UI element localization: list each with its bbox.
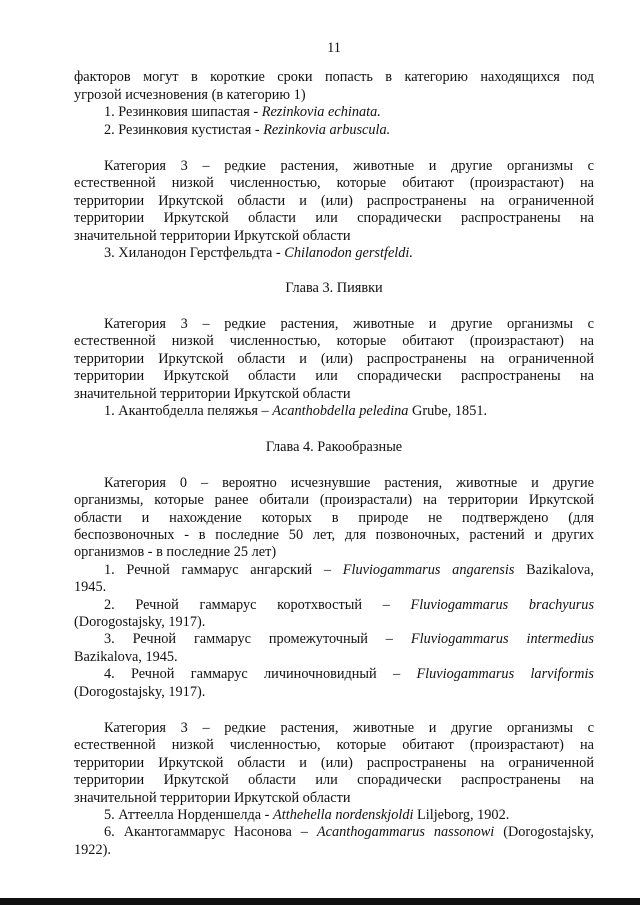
species-item: 4. Речной гаммарус личиночновидный – Fluviogammarus larviformis bbox=[104, 666, 594, 683]
category-text-line: естественной низкой численностью, которые обитают (произрастают) на bbox=[74, 333, 594, 350]
species-item: 1. Акантобделла пеляжья – Acanthobdella peledina Grube, 1851. bbox=[104, 402, 488, 419]
chapter-heading: Глава 4. Ракообразные bbox=[265, 439, 403, 456]
species-item-continuation: (Dorogostajsky, 1917). bbox=[74, 683, 206, 700]
category-text-line: организмов - в последние 25 лет) bbox=[74, 544, 277, 561]
document-page bbox=[74, 40, 594, 859]
species-item: 3. Речной гаммарус промежуточный – Fluviogammarus intermedius bbox=[104, 631, 594, 648]
species-item-continuation: Bazikalova, 1945. bbox=[74, 648, 178, 665]
category-text-line: Категория 0 – вероятно исчезнувшие растения, животные и другие bbox=[104, 474, 594, 491]
category-text-line: территории Иркутской области или спорадически распространены на bbox=[74, 368, 594, 385]
category-text-line: территории Иркутской области или спорадически распространены на bbox=[74, 210, 594, 227]
page-number: 11 bbox=[327, 40, 341, 56]
species-item: 5. Аттеелла Норденшелда - Atthehella nordenskjoldi Liljeborg, 1902. bbox=[104, 807, 510, 824]
category-text-line: значительной территории Иркутской области bbox=[74, 227, 351, 244]
species-item: 3. Хиланодон Герстфельдта - Chilanodon gerstfeldi. bbox=[104, 245, 413, 262]
species-item: 2. Резинковия кустистая - Rezinkovia arbuscula. bbox=[104, 121, 391, 138]
species-item: 2. Речной гаммарус коротхвостый – Fluviogammarus brachyurus bbox=[104, 596, 595, 613]
species-item-continuation: 1922). bbox=[74, 841, 111, 858]
species-item-continuation: 1945. bbox=[74, 579, 107, 596]
category-text-line: Категория 3 – редкие растения, животные и другие организмы с bbox=[104, 720, 594, 736]
category-text-line: Категория 3 – редкие растения, животные и другие организмы с bbox=[104, 315, 594, 332]
category-text-line: территории Иркутской области и (или) распространены на ограниченной bbox=[74, 754, 594, 771]
species-item-continuation: (Dorogostajsky, 1917). bbox=[74, 613, 206, 630]
species-item: 6. Акантогаммарус Насонова – Acanthogammarus nassonowi (Dorogostajsky, bbox=[104, 824, 594, 841]
category-text-line: значительной территории Иркутской области bbox=[74, 789, 351, 806]
category-text-line: беспозвоночных - в последние 50 лет, для позвоночных, растений и других bbox=[74, 526, 594, 543]
category-text-line: Категория 3 – редкие растения, животные и другие организмы с bbox=[104, 158, 594, 175]
category-text-line: естественной низкой численностью, которые обитают (произрастают) на bbox=[74, 175, 594, 192]
category-text-line: организмы, которые ранее обитали (произрастали) на территории Иркутской bbox=[74, 492, 594, 509]
species-item: 1. Речной гаммарус ангарский – Fluviogammarus angarensis Bazikalova, bbox=[104, 561, 594, 578]
category-text-line: значительной территории Иркутской области bbox=[74, 385, 351, 402]
category-text-line: территории Иркутской области или спорадически распространены на bbox=[74, 772, 594, 789]
category-text-line: территории Иркутской области и (или) распространены на ограниченной bbox=[74, 192, 594, 209]
category-text-line: области и нахождение которых в природе не подтверждено (для bbox=[74, 509, 594, 526]
species-item: 1. Резинковия шипастая - Rezinkovia echinata. bbox=[104, 104, 381, 121]
intro-line: факторов могут в короткие сроки попасть в категорию находящихся под bbox=[74, 69, 594, 86]
intro-line: угрозой исчезновения (в категорию 1) bbox=[74, 86, 306, 103]
chapter-heading: Глава 3. Пиявки bbox=[285, 280, 383, 297]
scan-border bbox=[0, 898, 640, 905]
category-text-line: территории Иркутской области и (или) распространены на ограниченной bbox=[74, 350, 594, 367]
category-text-line: естественной низкой численностью, которые обитают (произрастают) на bbox=[74, 737, 594, 754]
